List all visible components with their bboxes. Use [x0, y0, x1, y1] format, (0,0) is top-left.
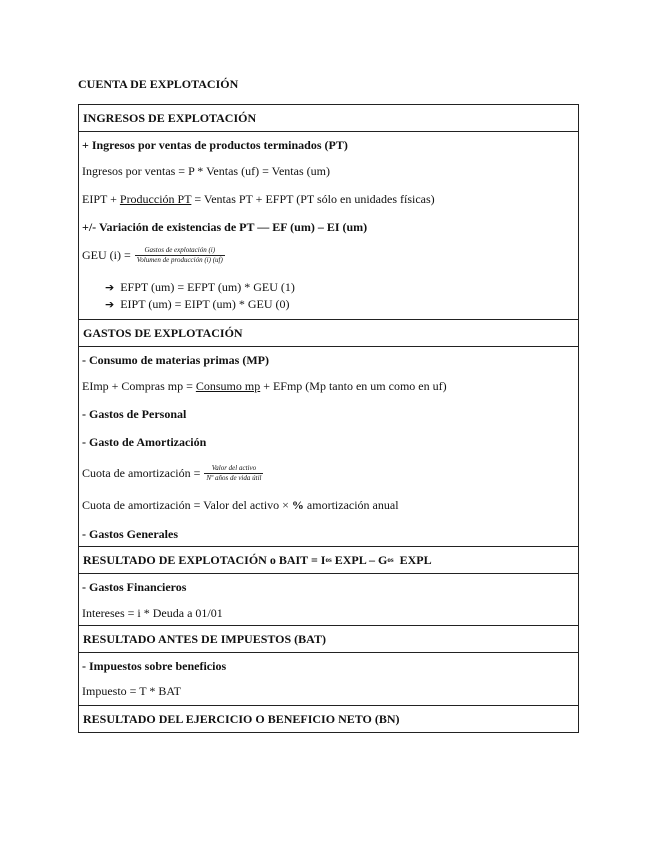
geu-fraction-numerator: Gastos de explotación (i) [144, 245, 216, 254]
mp-formula-before: EImp + Compras mp = [82, 379, 196, 393]
amortizacion-heading: - Gasto de Amortización [82, 435, 207, 449]
section-body-gastos [79, 346, 578, 546]
cuota-fraction-denominator: Nº años de vida útil [206, 473, 262, 482]
bait-ingresos-symbol: I [320, 552, 326, 567]
financieros-heading: - Gastos Financieros [82, 580, 187, 594]
geu-formula-lhs: GEU (i) = [82, 248, 134, 262]
income-statement-table [78, 104, 579, 733]
section-body-impuestos [79, 652, 578, 705]
geu-fraction-denominator: Volumen de producción (i) (uf) [136, 255, 223, 264]
arrow-right-icon: ➔ [105, 281, 115, 294]
generales-heading: - Gastos Generales [82, 527, 178, 541]
bait-gastos-symbol: G [378, 552, 388, 567]
personal-heading: - Gastos de Personal [82, 407, 187, 421]
percent-symbol: % [291, 498, 304, 512]
impuestos-formula: Impuesto = T * BAT [82, 684, 181, 698]
bait-prefix: RESULTADO DE EXPLOTACIÓN o BAIT = [83, 552, 321, 567]
cuota-fraction [204, 464, 263, 483]
ventas-formula: Ingresos por ventas = P * Ventas (uf) = Ventas (um) [82, 164, 330, 178]
eipt-formula-after: = Ventas PT + EFPT (PT sólo en unidades físicas) [191, 192, 435, 206]
mp-heading: - Consumo de materias primas (MP) [82, 353, 269, 367]
section-body-financieros [79, 573, 578, 625]
arrow-item-text: EIPT (um) = EIPT (um) * GEU (0) [120, 297, 290, 311]
section-header-gastos: GASTOS DE EXPLOTACIÓN [79, 319, 578, 346]
mp-formula-underlined: Consumo mp [195, 379, 261, 393]
geu-fraction [135, 246, 225, 265]
section-header-bn: RESULTADO DEL EJERCICIO O BENEFICIO NETO (BN) [79, 705, 578, 732]
eipt-formula-underlined: Producción PT [119, 192, 192, 206]
bait-suffix: EXPL [393, 552, 432, 567]
geu-formula [82, 243, 225, 267]
cuota-formula-lhs: Cuota de amortización = [82, 466, 204, 480]
arrow-right-icon: ➔ [105, 298, 115, 311]
eipt-formula [82, 192, 435, 206]
cuota-fraction-numerator: Valor del activo [211, 463, 257, 472]
bait-middle: EXPL – [331, 552, 379, 567]
section-header-ingresos: INGRESOS DE EXPLOTACIÓN [83, 110, 257, 125]
page-title: CUENTA DE EXPLOTACIÓN [78, 77, 239, 91]
cuota-formula-after: amortización anual [303, 498, 399, 512]
section-header-bat: RESULTADO ANTES DE IMPUESTOS (BAT) [79, 625, 578, 652]
section-header-bait: RESULTADO DE EXPLOTACIÓN o BAIT = I os EXPL – G os EXPL [79, 546, 578, 573]
eipt-formula-before: EIPT + [82, 192, 120, 206]
financieros-formula: Intereses = i * Deuda a 01/01 [82, 606, 223, 620]
variacion-heading: +/- Variación de existencias de PT — EF (um) – EI (um) [82, 220, 368, 234]
arrow-item-text: EFPT (um) = EFPT (um) * GEU (1) [120, 280, 295, 294]
ventas-heading: + Ingresos por ventas de productos terminados (PT) [82, 138, 348, 152]
cuota-formula-fraction [82, 460, 263, 486]
mp-formula-after: + EFmp (Mp tanto en um como en uf) [260, 379, 447, 393]
cuota-formula-percent [82, 498, 399, 512]
cuota-formula-before: Cuota de amortización = Valor del activo × [82, 498, 292, 512]
section-body-ingresos [79, 131, 578, 319]
mp-formula [82, 379, 447, 393]
impuestos-heading: - Impuestos sobre beneficios [82, 659, 227, 673]
arrow-item-efpt [105, 280, 295, 295]
arrow-item-eipt [105, 297, 290, 312]
